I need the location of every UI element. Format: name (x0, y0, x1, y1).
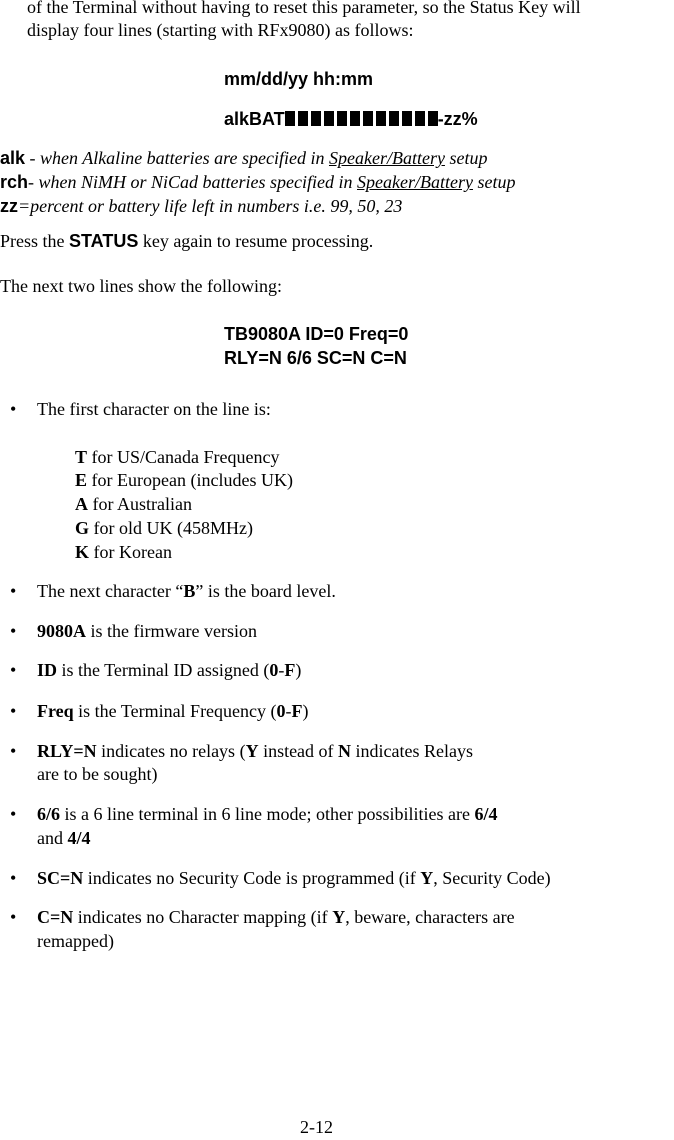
status-display-line-1: mm/dd/yy hh:mm (224, 69, 374, 89)
battery-bar-graph (285, 109, 438, 129)
bullet-icon: • (10, 581, 17, 601)
bullet-firmware: 9080A is the firmware version (37, 621, 257, 641)
bullet-icon: • (10, 399, 17, 419)
list-item: T for US/Canada Frequency (75, 447, 280, 467)
list-item: G for old UK (458MHz) (75, 518, 253, 538)
term-alk: alk (0, 148, 26, 168)
bullet-line-mode-line-2: and 4/4 (37, 828, 91, 848)
term-rch: rch (0, 172, 29, 192)
press-status-text: Press the STATUS key again to resume processing. (0, 231, 374, 251)
bullet-character-mapping-line-2: remapped) (37, 931, 114, 951)
bullet-icon: • (10, 621, 17, 641)
first-character-intro: The first character on the line is: (37, 399, 271, 419)
next-two-lines-text: The next two lines show the following: (0, 276, 282, 296)
bullet-board-level: The next character “B” is the board level. (37, 581, 336, 601)
term-zz: zz (0, 196, 18, 216)
bullet-icon: • (10, 868, 17, 888)
speaker-battery-link[interactable]: Speaker/Battery (328, 148, 445, 168)
bullet-character-mapping: C=N indicates no Character mapping (if Y, beware, characters are (37, 907, 515, 927)
definition-zz: zz=percent or battery life left in numbers i.e. 99, 50, 23 (0, 196, 403, 216)
terminal-display-line-2: RLY=N 6/6 SC=N C=N (224, 348, 407, 368)
bullet-security-code: SC=N indicates no Security Code is programmed (if Y, Security Code) (37, 868, 551, 888)
status-display-line-2 (224, 109, 478, 130)
bullet-icon: • (10, 804, 17, 824)
bullet-frequency: Freq is the Terminal Frequency (0-F) (37, 701, 309, 721)
terminal-display-line-1: TB9080A ID=0 Freq=0 (224, 324, 409, 344)
bullet-icon: • (10, 701, 17, 721)
bullet-icon: • (10, 907, 17, 927)
status-key-label: STATUS (69, 231, 139, 251)
status-suffix: -zz% (437, 109, 478, 129)
bullet-relays-line-2: are to be sought) (37, 764, 158, 784)
page-number: 2-12 (300, 1117, 333, 1137)
bullet-icon: • (10, 660, 17, 680)
list-item: A for Australian (75, 494, 192, 514)
definition-alk: alk - when Alkaline batteries are specified in Speaker/Battery setup (0, 148, 488, 168)
speaker-battery-link[interactable]: Speaker/Battery (357, 172, 473, 192)
intro-line-2: display four lines (starting with RFx9080) as follows: (27, 20, 414, 40)
bullet-icon: • (10, 741, 17, 761)
list-item: K for Korean (75, 542, 172, 562)
bullet-line-mode: 6/6 is a 6 line terminal in 6 line mode; other possibilities are 6/4 (37, 804, 498, 824)
bullet-relays: RLY=N indicates no relays (Y instead of N indicates Relays (37, 741, 474, 761)
list-item: E for European (includes UK) (75, 470, 293, 490)
status-prefix: alkBAT (224, 109, 285, 129)
intro-line-1: of the Terminal without having to reset this parameter, so the Status Key will (27, 0, 581, 17)
bullet-terminal-id: ID is the Terminal ID assigned (0-F) (37, 660, 302, 680)
definition-rch: rch- when NiMH or NiCad batteries specified in Speaker/Battery setup (0, 172, 516, 192)
